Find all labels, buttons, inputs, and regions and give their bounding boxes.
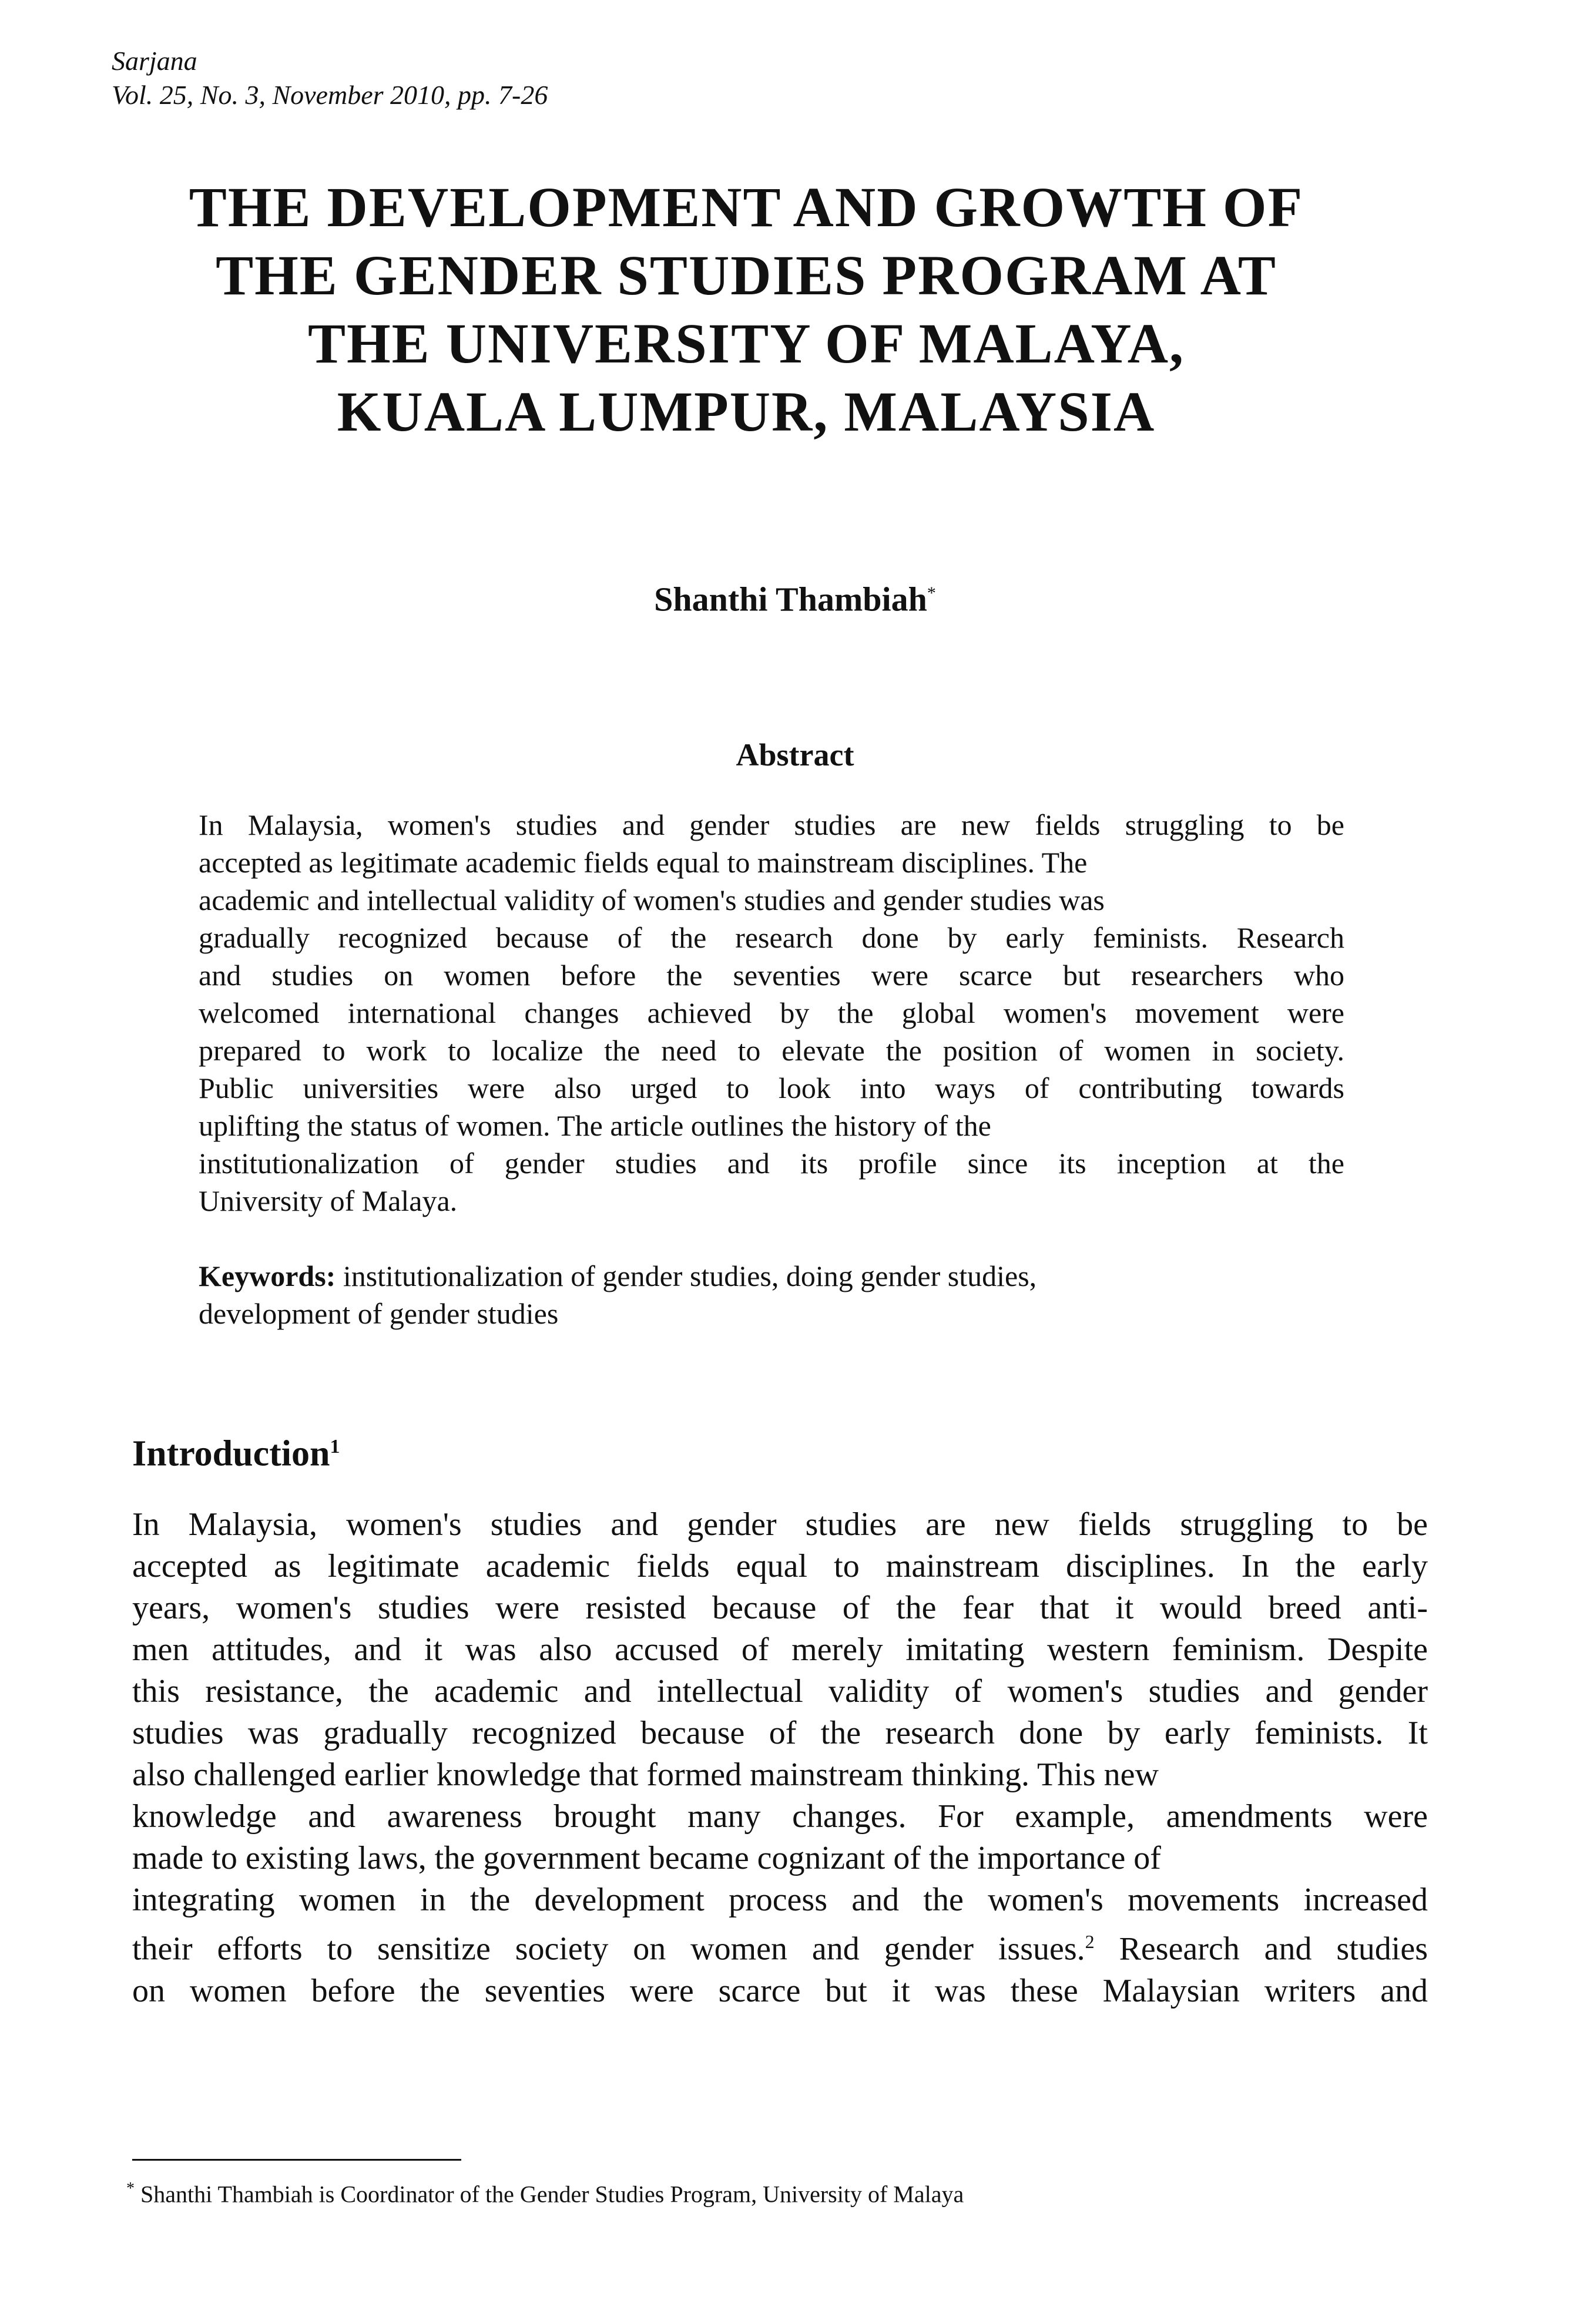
keywords-label: Keywords: [199,1260,336,1292]
introduction-line: men attitudes, and it was also accused of merely imitating western feminism. Despite [132,1631,1428,1668]
introduction-footnote-marker: 2 [1085,1931,1095,1952]
abstract-body [199,806,1344,1220]
introduction-line: years, women's studies were resisted because of the fear that it would breed anti- [132,1590,1428,1626]
keywords-block [199,1257,1344,1332]
abstract-line: welcomed international changes achieved by the global women's movement were [199,996,1344,1029]
title-line: KUALA LUMPUR, MALAYSIA [337,380,1156,443]
abstract-line: and studies on women before the seventies were scarce but researchers who [199,959,1344,992]
title-line: THE DEVELOPMENT AND GROWTH OF [189,176,1304,239]
footnote-marker: * [126,2179,135,2198]
abstract-line: institutionalization of gender studies and its profile since its inception at the [199,1147,1344,1180]
introduction-line: studies was gradually recognized because of the research done by early feminists. It [132,1715,1428,1751]
introduction-heading-text: Introduction [132,1433,330,1474]
introduction-heading [132,1425,340,1476]
author-footnote-marker: * [927,583,936,603]
introduction-body [132,1504,1428,2012]
article-title [135,173,1357,446]
keywords-text-continued: development of gender studies [199,1297,559,1330]
footnote-text: Shanthi Thambiah is Coordinator of the Gender Studies Program, University of Malaya [140,2181,964,2208]
introduction-line: accepted as legitimate academic fields equal to mainstream disciplines. In the early [132,1548,1428,1584]
abstract-line: academic and intellectual validity of women's studies and gender studies was [199,884,1105,916]
abstract-line: accepted as legitimate academic fields equal to mainstream disciplines. The [199,846,1088,879]
abstract-line: uplifting the status of women. The article outlines the history of the [199,1109,991,1142]
abstract-line: prepared to work to localize the need to elevate the position of women in society. [199,1034,1344,1067]
introduction-line: made to existing laws, the government became cognizant of the importance of [132,1840,1161,1876]
journal-name: Sarjana [112,46,197,76]
abstract-line: Public universities were also urged to look into ways of contributing towards [199,1072,1344,1104]
abstract-line: gradually recognized because of the research done by early feminists. Research [199,921,1344,954]
title-line: THE GENDER STUDIES PROGRAM AT [216,244,1277,307]
introduction-line [132,1921,1428,1970]
introduction-line-text: their efforts to sensitize society on women and gender issues. [132,1930,1085,1967]
introduction-line: also challenged earlier knowledge that formed mainstream thinking. This new [132,1757,1159,1793]
author-line [0,573,1590,620]
introduction-line: integrating women in the development process and the women's movements increased [132,1882,1428,1918]
keywords-text: institutionalization of gender studies, doing gender studies, [343,1260,1037,1292]
footnote-divider [132,2159,461,2161]
footnote [126,2174,964,2209]
journal-issue: Vol. 25, No. 3, November 2010, pp. 7-26 [112,80,548,110]
introduction-line: In Malaysia, women's studies and gender studies are new fields struggling to be [132,1506,1428,1543]
abstract-line: University of Malaya. [199,1184,458,1217]
journal-header [112,44,548,112]
introduction-footnote-marker: 1 [330,1436,340,1457]
introduction-line: this resistance, the academic and intellectual validity of women's studies and gender [132,1673,1428,1710]
introduction-line-text: Research and studies [1094,1930,1428,1967]
title-line: THE UNIVERSITY OF MALAYA, [307,312,1185,375]
author-name: Shanthi Thambiah [654,580,927,619]
introduction-line: knowledge and awareness brought many changes. For example, amendments were [132,1798,1428,1835]
introduction-line: on women before the seventies were scarce but it was these Malaysian writers and [132,1972,1428,2009]
abstract-line: In Malaysia, women's studies and gender studies are new fields struggling to be [199,808,1344,841]
abstract-heading: Abstract [736,737,854,773]
